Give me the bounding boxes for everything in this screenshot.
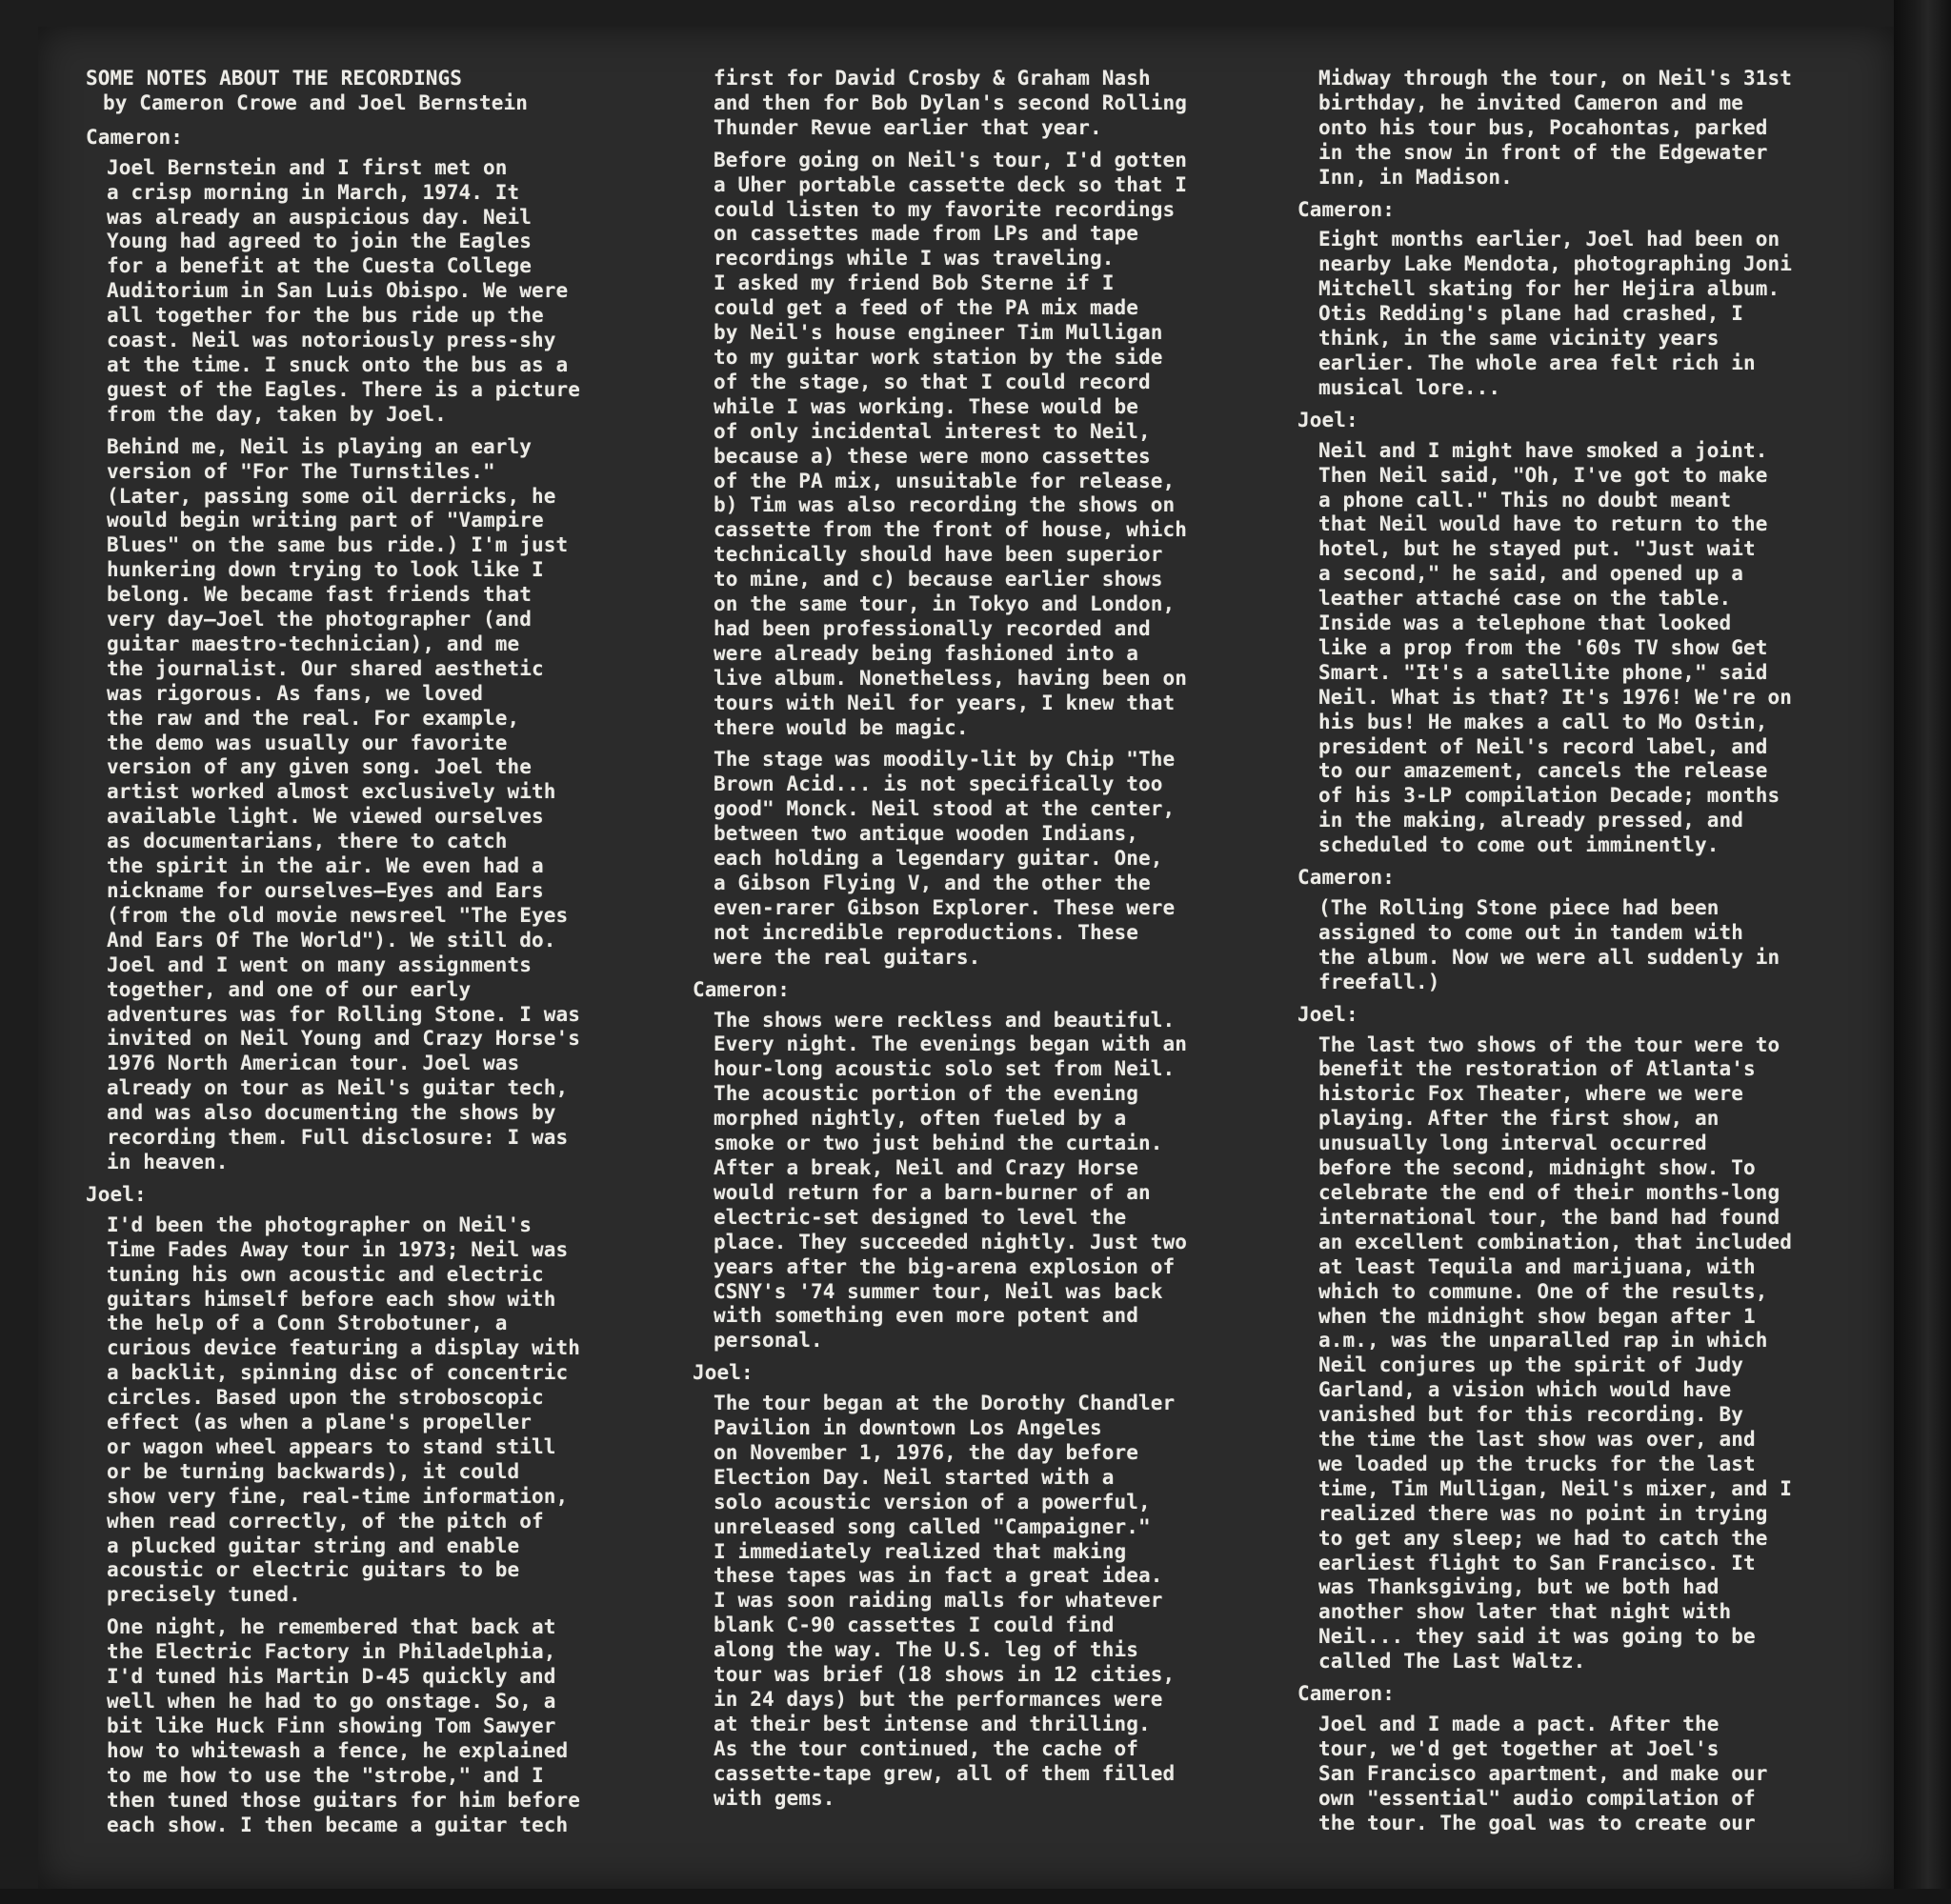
paragraph: The shows were reckless and beautiful. Every night. The evenings began with an hour-long acoustic solo set from Neil. The acoustic portion of the evening morphed nightly, often fueled by a smoke or two just behind the curtain. After a break, Neil and Crazy Horse would return for a barn-burner of an electric-set designed to level the place. They succeeded nightly. Just two years after the big-arena explosion of CSNY's '74 summer tour, Neil was back with something even more potent and personal. (714, 1008, 1187, 1353)
paragraph: (The Rolling Stone piece had been assigned to come out in tandem with the album. Now we were all suddenly in freefall.) (1318, 896, 1780, 993)
gatefold-spine (1894, 0, 1951, 1904)
speaker-label: Joel: (693, 1361, 754, 1385)
speaker-label: Cameron: (1297, 197, 1395, 221)
speaker-label: Joel: (1297, 1002, 1358, 1026)
paragraph: The last two shows of the tour were to benefit the restoration of Atlanta's historic Fox Theater, where we were playing. After the first show, an unusually long interval occurred before the second, midnight show. To celebrate the end of their months-long international tour, the band had found an excellent combination, that included at least Tequila and marijuana, with which to commune. One of the results, when the midnight show began after 1 a.m., was the unparalled rap in which Neil conjures up the spirit of Judy Garland, a vision which would have vanished but for this recording. By the time the last show was over, and we loaded up the trucks for the last time, Tim Mulligan, Neil's mixer, and I realized there was no point in trying to get any sleep; we had to catch the earliest flight to San Francisco. It was Thanksgiving, but we both had another show later that night with Neil... they said it was going to be called The Last Waltz. (1318, 1032, 1792, 1674)
page-bottom-edge (0, 1889, 1951, 1904)
paragraph: Joel and I made a pact. After the tour, we'd get together at Joel's San Francisco apartment, and make our own "essential" audio compilation of the tour. The goal was to create our (1318, 1713, 1768, 1834)
paragraph: Before going on Neil's tour, I'd gotten a Uher portable cassette deck so that I could listen to my favorite recordings on cassettes made from LPs and tape recordings while I was traveling. I asked my friend Bob Sterne if I could get a feed of the PA mix made by Neil's house engineer Tim Mulligan to my guitar work station by the side of the stage, so that I could record while I was working. These would be of only incidental interest to Neil, because a) these were mono cassettes of the PA mix, unsuitable for release, b) Tim was also recording the shows on cassette from the front of house, which technically should have been superior to mine, and c) because earlier shows on the same tour, in Tokyo and London, had been professionally recorded and were already being fashioned into a live album. Nonetheless, having been on tours with Neil for years, I knew that there would be magic. (714, 148, 1187, 739)
paragraph: Eight months earlier, Joel had been on nearby Lake Mendota, photographing Joni Mitchell skating for her Hejira album. Otis Redding's plane had crashed, I think, in the same vicinity years earlier. The whole area felt rich in musical lore... (1318, 228, 1792, 399)
speaker-label: Joel: (1297, 408, 1358, 431)
article-title: SOME NOTES ABOUT THE RECORDINGS (86, 67, 463, 90)
speaker-label: Cameron: (86, 125, 183, 149)
paragraph: The tour began at the Dorothy Chandler Pavilion in downtown Los Angeles on November 1, 1976, the day before Election Day. Neil started with a solo acoustic version of a powerful, unreleased song called "Campaigner." I immediately realized that making these tapes was in fact a great idea. I was soon raiding malls for whatever blank C-90 cassettes I could find along the way. The U.S. leg of this tour was brief (18 shows in 12 cities, in 24 days) but the performances were at their best intense and thrilling. As the tour continued, the cache of cassette-tape grew, all of them filled with gems. (714, 1392, 1176, 1810)
paragraph: The stage was moodily-lit by Chip "The Brown Acid... is not specifically too good" Monck. Neil stood at the center, between two antique wooden Indians, each holding a legendary guitar. One, a Gibson Flying V, and the other the even-rarer Gibson Explorer. These were not incredible reproductions. These were the real guitars. (714, 748, 1176, 969)
paragraph: One night, he remembered that back at the Electric Factory in Philadelphia, I'd tuned his Martin D-45 quickly and well when he had to go onstage. So, a bit like Huck Finn showing Tom Sawyer how to whitewash a fence, he explained to me how to use the "strobe," and I then tuned those guitars for him before each show. I then became a guitar tech (107, 1615, 580, 1836)
speaker-label: Cameron: (1297, 1682, 1395, 1706)
column-2-body (693, 67, 1272, 1812)
article-byline: by Cameron Crowe and Joel Bernstein (103, 90, 529, 114)
text-column-1 (86, 67, 662, 1845)
paragraph: Behind me, Neil is playing an early version of "For The Turnstiles." (Later, passing some oil derricks, he would begin writing part of "Vampire Blues" on the same bus ride.) I'm just hunkering down trying to look like I belong. We became fast friends that very day—Joel the photographer (and guitar maestro-technician), and me the journalist. Our shared aesthetic was rigorous. As fans, we loved the raw and the real. For example, the demo was usually our favorite version of any given song. Joel the artist worked almost exclusively with available light. We viewed ourselves as documentarians, there to catch the spirit in the air. We even had a nickname for ourselves—Eyes and Ears (from the old movie newsreel "The Eyes And Ears Of The World"). We still do. Joel and I went on many assignments together, and one of our early adventures was for Rolling Stone. I was invited on Neil Young and Crazy Horse's 1976 North American tour. Joel was already on tour as Neil's guitar tech, and was also documenting the shows by recording them. Full disclosure: I was in heaven. (107, 434, 580, 1173)
column-1-body (86, 126, 662, 1838)
text-column-3 (1297, 67, 1877, 1844)
paragraph: I'd been the photographer on Neil's Time Fades Away tour in 1973; Neil was tuning his own acoustic and electric guitars himself before each show with the help of a Conn Strobotuner, a curious device featuring a display with a backlit, spinning disc of concentric circles. Based upon the stroboscopic effect (as when a plane's propeller or wagon wheel appears to stand still or be turning backwards), it could show very fine, real-time information, when read correctly, of the pitch of a plucked guitar string and enable acoustic or electric guitars to be precisely tuned. (107, 1213, 580, 1607)
speaker-label: Cameron: (1297, 866, 1395, 890)
column-3-body (1297, 67, 1877, 1836)
paragraph: Joel Bernstein and I first met on a crisp morning in March, 1974. It was already an auspicious day. Neil Young had agreed to join the Eagles for a benefit at the Cuesta College Auditorium in San Luis Obispo. We were all together for the bus ride up the coast. Neil was notoriously press-shy at the time. I snuck onto the bus as a guest of the Eagles. There is a picture from the day, taken by Joel. (107, 155, 580, 426)
text-column-2 (693, 67, 1272, 1819)
paragraph: Neil and I might have smoked a joint. Then Neil said, "Oh, I've got to make a phone call." This no doubt meant that Neil would have to return to the hotel, but he stayed put. "Just wait a second," he said, and opened up a leather attaché case on the table. Inside was a telephone that looked like a prop from the '60s TV show Get Smart. "It's a satellite phone," said Neil. What is that? It's 1976! We're on his bus! He makes a call to Mo Ostin, president of Neil's record label, and to our amazement, cancels the release of his 3-LP compilation Decade; months in the making, already pressed, and scheduled to come out imminently. (1318, 438, 1792, 857)
speaker-label: Joel: (86, 1182, 147, 1206)
speaker-label: Cameron: (693, 977, 790, 1001)
paragraph: first for David Crosby & Graham Nash and then for Bob Dylan's second Rolling Thunder Revue earlier that year. (714, 67, 1187, 139)
paragraph: Midway through the tour, on Neil's 31st birthday, he invited Cameron and me onto his tour bus, Pocahontas, parked in the snow in front of the Edgewater Inn, in Madison. (1318, 67, 1792, 189)
